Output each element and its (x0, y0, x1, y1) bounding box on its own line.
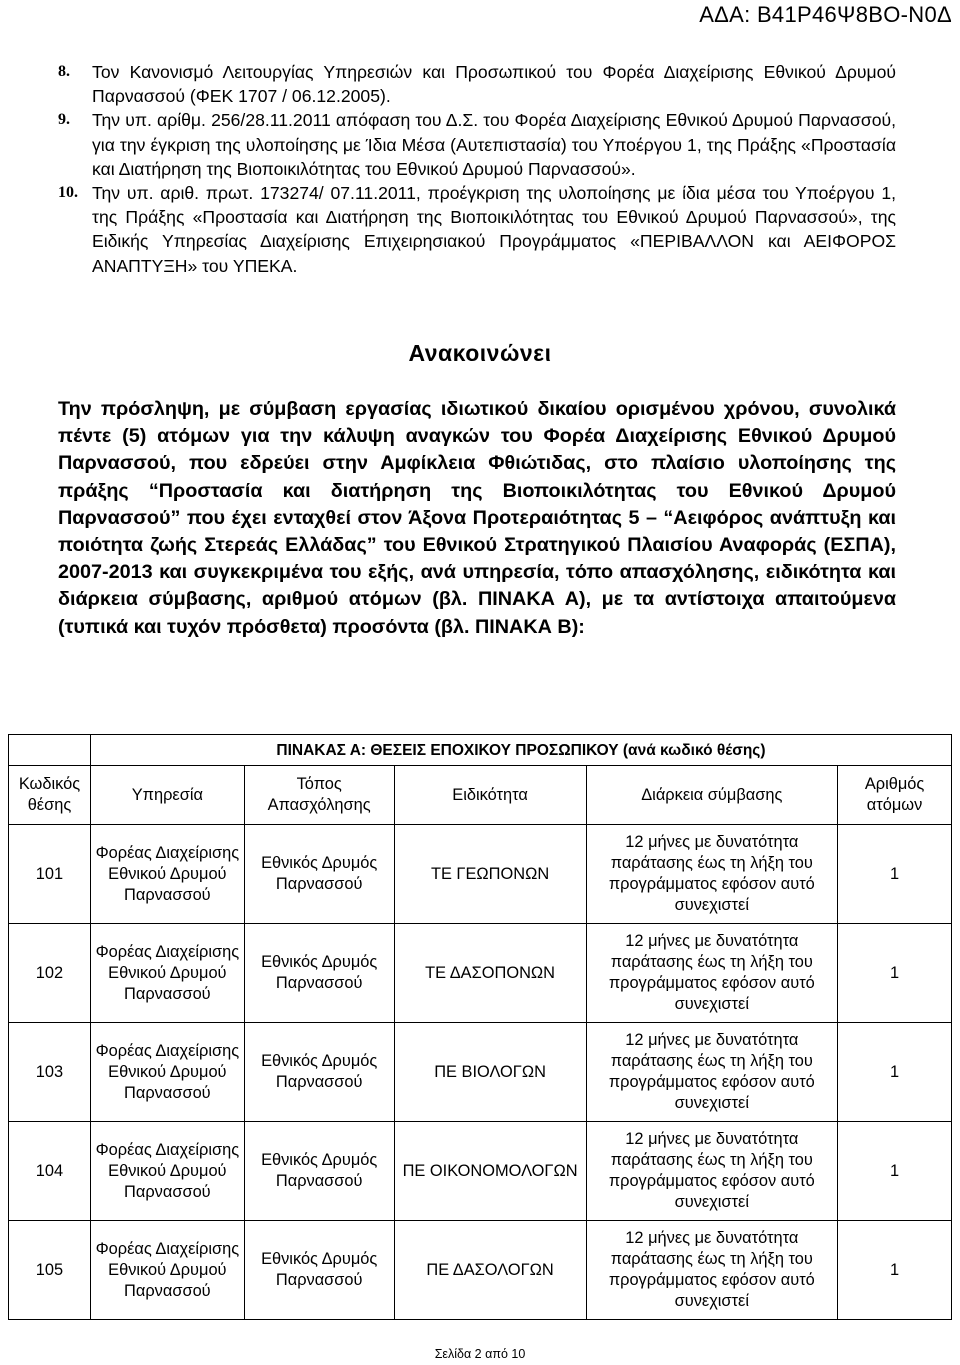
cell-code: 105 (9, 1221, 91, 1320)
cell-duration: 12 μήνες με δυνατότητα παράτασης έως τη λήξη του προγράμματος εφόσον αυτό συνεχιστεί (586, 1122, 838, 1221)
cell-service: Φορέας Διαχείρισης Εθνικού Δρυμού Παρνασσού (90, 825, 244, 924)
cell-location: Εθνικός Δρυμός Παρνασσού (244, 1023, 394, 1122)
cell-persons: 1 (838, 1023, 952, 1122)
column-header-specialty: Ειδικότητα (394, 766, 586, 825)
reference-item (58, 108, 896, 181)
reference-text: Τον Κανονισμό Λειτουργίας Υπηρεσιών και Προσωπικού του Φορέα Διαχείρισης Εθνικού Δρυμού Παρνασσού (ΦΕΚ 1707 / 06.12.2005). (92, 62, 896, 107)
table-row (9, 825, 952, 924)
announcement-body: Την πρόσληψη, με σύμβαση εργασίας ιδιωτικού δικαίου ορισμένου χρόνου, συνολικά πέντε (5) ατόμων για την κάλυψη αναγκών του Φορέα Διαχείρισης Εθνικού Δρυμού Παρνασσού, που εδρεύει στην Αμφίκλεια Φθιώτιδας, στο πλαίσιο υλοποίησης της πράξης “Προστασία και διατήρηση της Βιοποικιλότητας του Εθνικού Δρυμού Παρνασσού” που έχει ενταχθεί στον Άξονα Προτεραιότητας 5 – “Αειφόρος ανάπτυξη και ποιότητα ζωής Στερεάς Ελλάδας” του Εθνικού Στρατηγικού Πλαισίου Αναφοράς (ΕΣΠΑ), 2007-2013 και συγκεκριμένα του εξής, ανά υπηρεσία, τόπο απασχόλησης, ειδικότητα και διάρκεια σύμβασης, αριθμού ατόμων (βλ. ΠΙΝΑΚΑ Α), με τα αντίστοιχα απαιτούμενα (τυπικά και τυχόν πρόσθετα) προσόντα (βλ. ΠΙΝΑΚΑ Β): (58, 398, 896, 638)
cell-service: Φορέας Διαχείρισης Εθνικού Δρυμού Παρνασσού (90, 1023, 244, 1122)
positions-table (8, 734, 952, 1320)
announcement-title: Ανακοινώνει (408, 340, 552, 366)
ada-code: ΑΔΑ: Β41Ρ46Ψ8ΒΟ-Ν0Δ (699, 2, 952, 27)
cell-location: Εθνικός Δρυμός Παρνασσού (244, 825, 394, 924)
cell-specialty: ΤΕ ΓΕΩΠΟΝΩΝ (394, 825, 586, 924)
cell-service: Φορέας Διαχείρισης Εθνικού Δρυμού Παρνασσού (90, 1122, 244, 1221)
reference-number: 9. (58, 111, 70, 129)
cell-persons: 1 (838, 1221, 952, 1320)
table-row (9, 1221, 952, 1320)
cell-duration: 12 μήνες με δυνατότητα παράτασης έως τη λήξη του προγράμματος εφόσον αυτό συνεχιστεί (586, 1221, 838, 1320)
cell-persons: 1 (838, 1122, 952, 1221)
reference-text: Την υπ. αρίθμ. 256/28.11.2011 απόφαση του Δ.Σ. του Φορέα Διαχείρισης Εθνικού Δρυμού Παρνασσού, για την έγκριση της υλοποίησης με Ίδια Μέσα (Αυτεπιστασία) του Υποέργου 1, της Πράξης «Προστασία και Διατήρηση της Βιοποικιλότητας του Εθνικού Δρυμού Παρνασσού». (92, 110, 896, 179)
cell-service: Φορέας Διαχείρισης Εθνικού Δρυμού Παρνασσού (90, 924, 244, 1023)
cell-location: Εθνικός Δρυμός Παρνασσού (244, 924, 394, 1023)
column-header-service: Υπηρεσία (90, 766, 244, 825)
cell-specialty: ΠΕ ΟΙΚΟΝΟΜΟΛΟΓΩΝ (394, 1122, 586, 1221)
cell-location: Εθνικός Δρυμός Παρνασσού (244, 1122, 394, 1221)
references-list (58, 60, 896, 278)
cell-specialty: ΠΕ ΒΙΟΛΟΓΩΝ (394, 1023, 586, 1122)
table-caption: ΠΙΝΑΚΑΣ Α: ΘΕΣΕΙΣ ΕΠΟΧΙΚΟΥ ΠΡΟΣΩΠΙΚΟΥ (ανά κωδικό θέσης) (90, 735, 951, 766)
cell-code: 102 (9, 924, 91, 1023)
reference-number: 10. (58, 184, 78, 202)
cell-duration: 12 μήνες με δυνατότητα παράτασης έως τη λήξη του προγράμματος εφόσον αυτό συνεχιστεί (586, 924, 838, 1023)
table-row (9, 924, 952, 1023)
column-header-duration: Διάρκεια σύμβασης (586, 766, 838, 825)
column-header-code: Κωδικός θέσης (9, 766, 91, 825)
cell-code: 103 (9, 1023, 91, 1122)
cell-code: 104 (9, 1122, 91, 1221)
cell-specialty: ΤΕ ΔΑΣΟΠΟΝΩΝ (394, 924, 586, 1023)
cell-service: Φορέας Διαχείρισης Εθνικού Δρυμού Παρνασσού (90, 1221, 244, 1320)
reference-item (58, 181, 896, 278)
column-header-persons: Αριθμός ατόμων (838, 766, 952, 825)
table-corner (9, 735, 91, 766)
cell-duration: 12 μήνες με δυνατότητα παράτασης έως τη λήξη του προγράμματος εφόσον αυτό συνεχιστεί (586, 1023, 838, 1122)
cell-location: Εθνικός Δρυμός Παρνασσού (244, 1221, 394, 1320)
cell-code: 101 (9, 825, 91, 924)
reference-number: 8. (58, 63, 70, 80)
table-row (9, 1023, 952, 1122)
reference-text: Την υπ. αριθ. πρωτ. 173274/ 07.11.2011, προέγκριση της υλοποίησης με ίδια μέσα του Υποέργου 1, της Πράξης «Προστασία και Διατήρηση της Βιοποικιλότητας του Εθνικού Δρυμού Παρνασσού», της Ειδικής Υπηρεσίας Διαχείρισης Επιχειρησιακού Προγράμματος «ΠΕΡΙΒΑΛΛΟΝ και ΑΕΙΦΟΡΟΣ ΑΝΑΠΤΥΞΗ» του ΥΠΕΚΑ. (92, 183, 896, 276)
cell-duration: 12 μήνες με δυνατότητα παράτασης έως τη λήξη του προγράμματος εφόσον αυτό συνεχιστεί (586, 825, 838, 924)
reference-item (58, 60, 896, 108)
page-number: Σελίδα 2 από 10 (434, 1347, 526, 1361)
table-row (9, 1122, 952, 1221)
column-header-location: Τόπος Απασχόλησης (244, 766, 394, 825)
cell-persons: 1 (838, 924, 952, 1023)
cell-persons: 1 (838, 825, 952, 924)
cell-specialty: ΠΕ ΔΑΣΟΛΟΓΩΝ (394, 1221, 586, 1320)
